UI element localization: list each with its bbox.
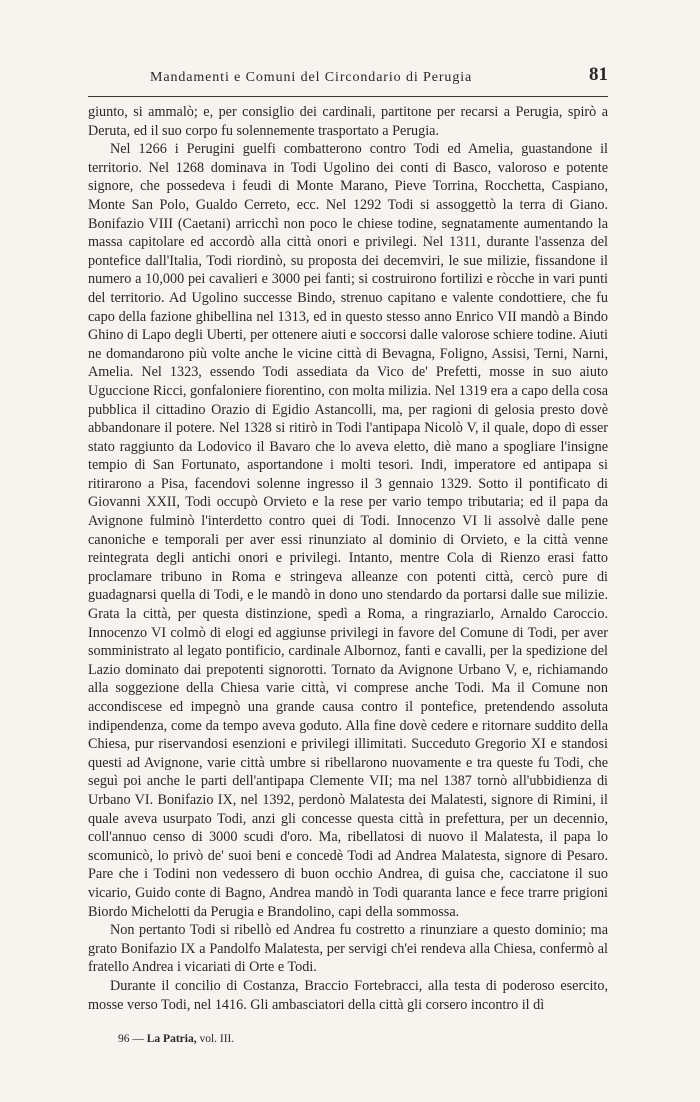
signature-mark: 96 — [118, 1033, 144, 1045]
paragraph: Durante il concilio di Costanza, Braccio Fortebracci, alla testa di poderoso esercito, mosse verso Todi, nel 1416. Gli ambasciatori della città gli corsero incontro il dì [88, 977, 608, 1013]
header-rule [88, 96, 608, 97]
volume-label: vol. III. [199, 1033, 235, 1045]
page-header [88, 64, 608, 90]
page-number: 81 [589, 64, 608, 85]
publication-name: La Patria, [146, 1033, 197, 1045]
paragraph: Nel 1266 i Perugini guelfi combatterono contro Todi ed Amelia, guastandone il territorio. Nel 1268 dominava in Todi Ugolino dei conti di Basco, valoroso e potente signore, che possedeva i feudi di Monte Marano, Pieve Torrina, Rocchetta, Caspiano, Monte San Polo, Gualdo Cerreto, ecc. Nel 1292 Todi si assoggettò la terra di Giano. Bonifazio VIII (Caetani) arricchì non poco le chiese todine, segnatamente aumentando la massa capitolare ed accordò alla città onori e privilegi. Nel 1311, durante l'assenza del pontefice dall'Italia, Todi riordinò, su proposta dei decemviri, le sue milizie, fissandone il numero a 10,000 pei cavalieri e 3000 pei fanti; si costruirono fortilizi e ròcche in vari punti del territorio. Ad Ugolino successe Bindo, strenuo capitano e valente condottiere, che fu capo della fazione ghibellina nel 1313, ed in questo stesso anno Enrico VII mandò a Bindo Ghino di Lapo degli Uberti, per ottenere aiuti e soccorsi dalle valorose schiere todine. Aiuti ne domandarono più volte anche le vicine città di Bevagna, Foligno, Assisi, Terni, Narni, Amelia. Nel 1323, essendo Todi assediata da Vico de' Prefetti, mosse in suo aiuto Uguccione Ricci, gonfaloniere fiorentino, con molta milizia. Nel 1319 era a capo della cosa pubblica il cittadino Orazio di Egidio Astancolli, ma, per ragioni di gelosia presto dovè abbandonare il potere. Nel 1328 si ritirò in Todi l'antipapa Nicolò V, il quale, dopo di esser stato raggiunto da Lodovico il Bavaro che lo aveva eletto, diè mano a spogliare l'insigne tempio di San Fortunato, asportandone i molti tesori. Indi, imperatore ed antipapa si ritirarono a Pisa, facendovi solenne ingresso il 3 gennaio 1329. Sotto il pontificato di Giovanni XXII, Todi occupò Orvieto e la rese per vario tempo tributaria; ed il papa da Avignone fulminò l'interdetto contro quei di Todi. Innocenzo VI li assolvè dalle pene canoniche e temporali per aver essi rinunziato al dominio di Orvieto, e la città venne reintegrata degli antichi onori e privilegi. Intanto, mentre Cola di Rienzo erasi fatto proclamare tribuno in Roma e stringeva alleanze con potenti città, cercò pure di guadagnarsi quella di Todi, e le mandò in dono uno stendardo da portarsi dalle sue milizie. Grata la città, per questa distinzione, spedì a Roma, a ringraziarlo, Arnaldo Caroccio. Innocenzo VI colmò di elogi ed aggiunse privilegi in favore del Comune di Todi, per aver somministrato al legato pontificio, cardinale Albornoz, fanti e cavalli, per la spedizione del Lazio dominato dai prepotenti signorotti. Tornato da Avignone Urbano V, e, richiamando alla soggezione della Chiesa varie città, vi comprese anche Todi. Ma il Comune non accondiscese ed impegnò una grande causa contro il pontefice, pretendendo assoluta indipendenza, come da tempo aveva goduto. Alla fine dovè cedere e ritornare suddito della Chiesa, pur riservandosi esenzioni e privilegi illimitati. Succeduto Gregorio XI e standosi questi ad Avignone, varie città umbre si ribellarono nuovamente e tra queste fu Todi, che seguì poi anche le parti dell'antipapa Clemente VII; ma nel 1387 tornò all'ubbidienza di Urbano VI. Bonifazio IX, nel 1392, perdonò Malatesta dei Malatesti, signore di Rimini, il quale aveva usurpato Todi, anzi gli concesse questa città in prefettura, per un decennio, coll'annuo censo di 3000 scudi d'oro. Ma, ribellatosi di nuovo il Malatesta, il papa lo scomunicò, lo privò de' suoi beni e concedè Todi ad Andrea Malatesta, signore di Pesaro. Pare che i Todini non vedessero di buon occhio Andrea, di guisa che, cacciatone il suo vicario, Guido conte di Bagno, Andrea mandò in Todi quaranta lance e fece trarre prigioni Biordo Michelotti da Perugia e Brandolino, capi della sommossa. [88, 141, 609, 920]
paragraph: Non pertanto Todi si ribellò ed Andrea fu costretto a rinunziare a questo dominio; ma grato Bonifazio IX a Pandolfo Malatesta, per servigi ch'ei rendeva alla Chiesa, confermò al fratello Andrea i vicariati di Orte e Todi. [88, 922, 608, 976]
page-footer [118, 1033, 234, 1045]
paragraph: giunto, si ammalò; e, per consiglio dei cardinali, partitone per recarsi a Perugia, spirò a Deruta, ed il suo corpo fu solennemente trasportato a Perugia. [88, 104, 608, 139]
body-text [88, 103, 608, 1014]
running-title: Mandamenti e Comuni del Circondario di Perugia [150, 70, 473, 85]
